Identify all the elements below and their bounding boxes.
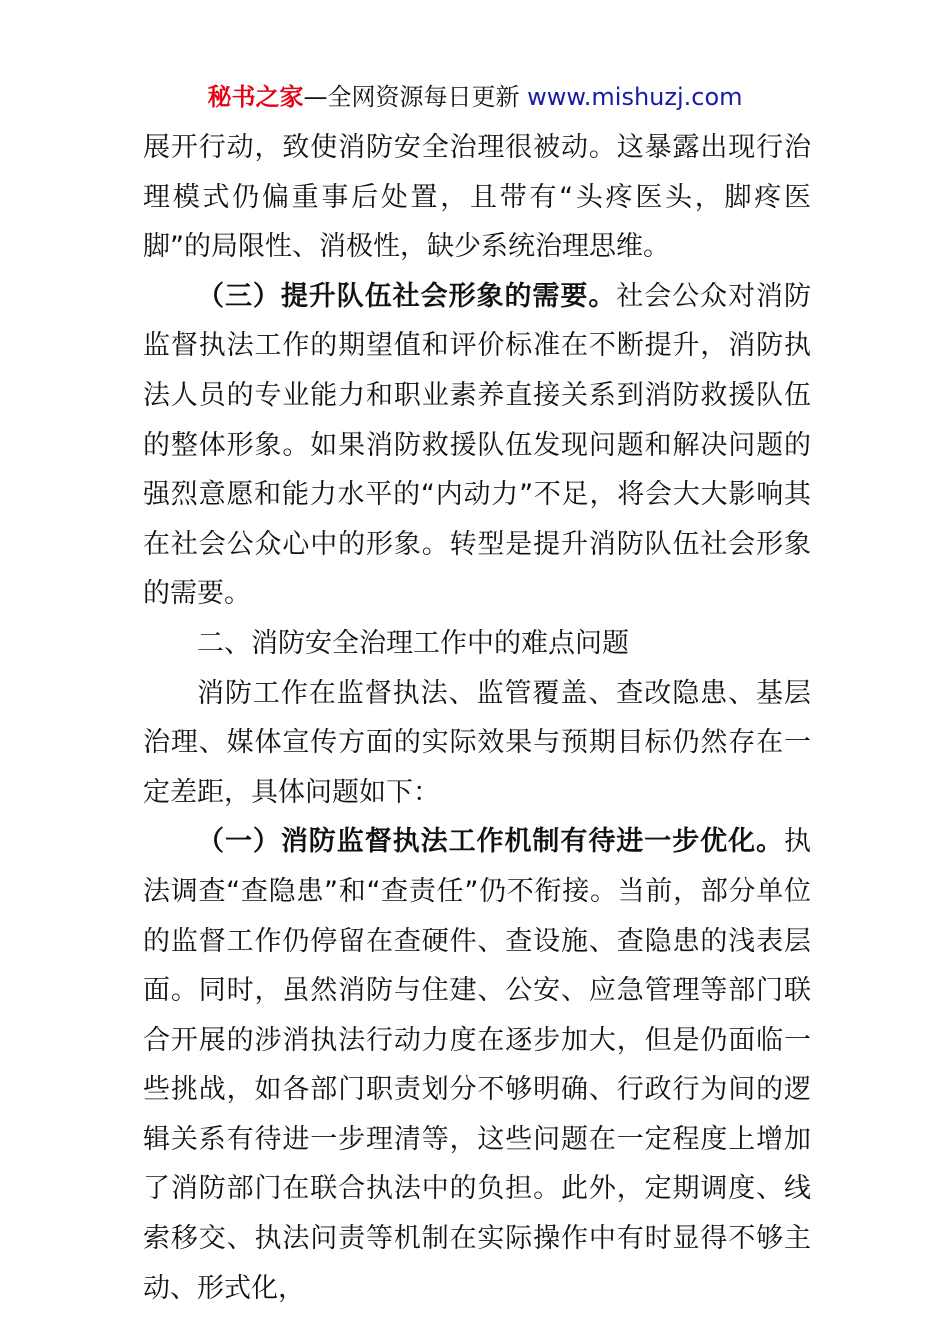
section-heading-3: （三）提升队伍社会形象的需要。: [197, 280, 617, 312]
site-slogan: —全网资源每日更新: [303, 83, 520, 111]
paragraph-intro: 消防工作在监督执法、监管覆盖、查改隐患、基层治理、媒体宣传方面的实际效果与预期目标仍然存在一定差距，具体问题如下：: [143, 677, 811, 808]
site-url-link[interactable]: www.mishuzj.com: [527, 83, 743, 111]
section-heading-1: （一）消防监督执法工作机制有待进一步优化。: [197, 826, 784, 858]
document-body: [143, 123, 811, 1313]
paragraph-team-image: [143, 272, 811, 619]
chapter-heading-2: 二、消防安全治理工作中的难点问题: [197, 627, 629, 659]
paragraph-continued: 展开行动，致使消防安全治理很被动。这暴露出现行治理模式仍偏重事后处置，且带有“头疼医头，脚疼医脚”的局限性、消极性，缺少系统治理思维。: [143, 132, 811, 263]
site-header: [0, 80, 950, 114]
paragraph-text: 执法调查“查隐患”和“查责任”仍不衔接。当前，部分单位的监督工作仍停留在查硬件、查设施、查隐患的浅表层面。同时，虽然消防与住建、公安、应急管理等部门联合开展的涉消执法行动力度在逐步加大，但是仍面临一些挑战，如各部门职责划分不够明确、行政行为间的逻辑关系有待进一步理清等，这些问题在一定程度上增加了消防部门在联合执法中的负担。此外，定期调度、线索移交、执法问责等机制在实际操作中有时显得不够主动、形式化，: [143, 826, 811, 1304]
paragraph-enforcement: [143, 817, 811, 1313]
site-brand: 秘书之家: [207, 83, 304, 111]
paragraph-text: 社会公众对消防监督执法工作的期望值和评价标准在不断提升，消防执法人员的专业能力和职业素养直接关系到消防救援队伍的整体形象。如果消防救援队伍发现问题和解决问题的强烈意愿和能力水平的“内动力”不足，将会大大影响其在社会公众心中的形象。转型是提升消防队伍社会形象的需要。: [143, 280, 812, 610]
